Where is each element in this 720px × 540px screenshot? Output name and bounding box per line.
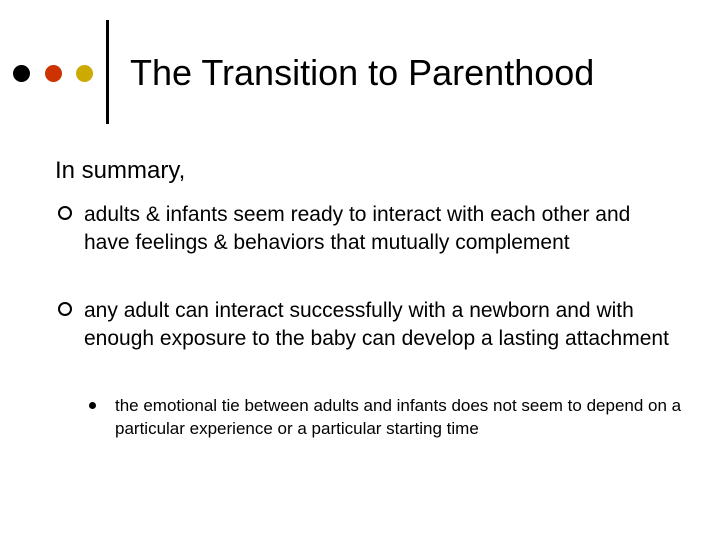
bullet-item-2: any adult can interact successfully with a newborn and with enough exposure to the baby can develop a lasting attachment [84, 299, 669, 350]
dot-bullet-icon [89, 402, 96, 409]
title-divider [106, 20, 109, 124]
decorative-dots [0, 0, 100, 100]
gold-dot-icon [76, 65, 93, 82]
summary-heading: In summary, [55, 157, 186, 184]
ring-bullet-icon [58, 206, 72, 220]
bullet-item-1: adults & infants seem ready to interact with each other and have feelings & behaviors that mutually complement [84, 203, 631, 254]
ring-bullet-icon [58, 302, 72, 316]
sub-bullet-item: the emotional tie between adults and infants does not seem to depend on a particular experience or a particular starting time [115, 396, 682, 438]
black-dot-icon [13, 65, 30, 82]
red-dot-icon [45, 65, 62, 82]
slide-title: The Transition to Parenthood [130, 52, 595, 93]
